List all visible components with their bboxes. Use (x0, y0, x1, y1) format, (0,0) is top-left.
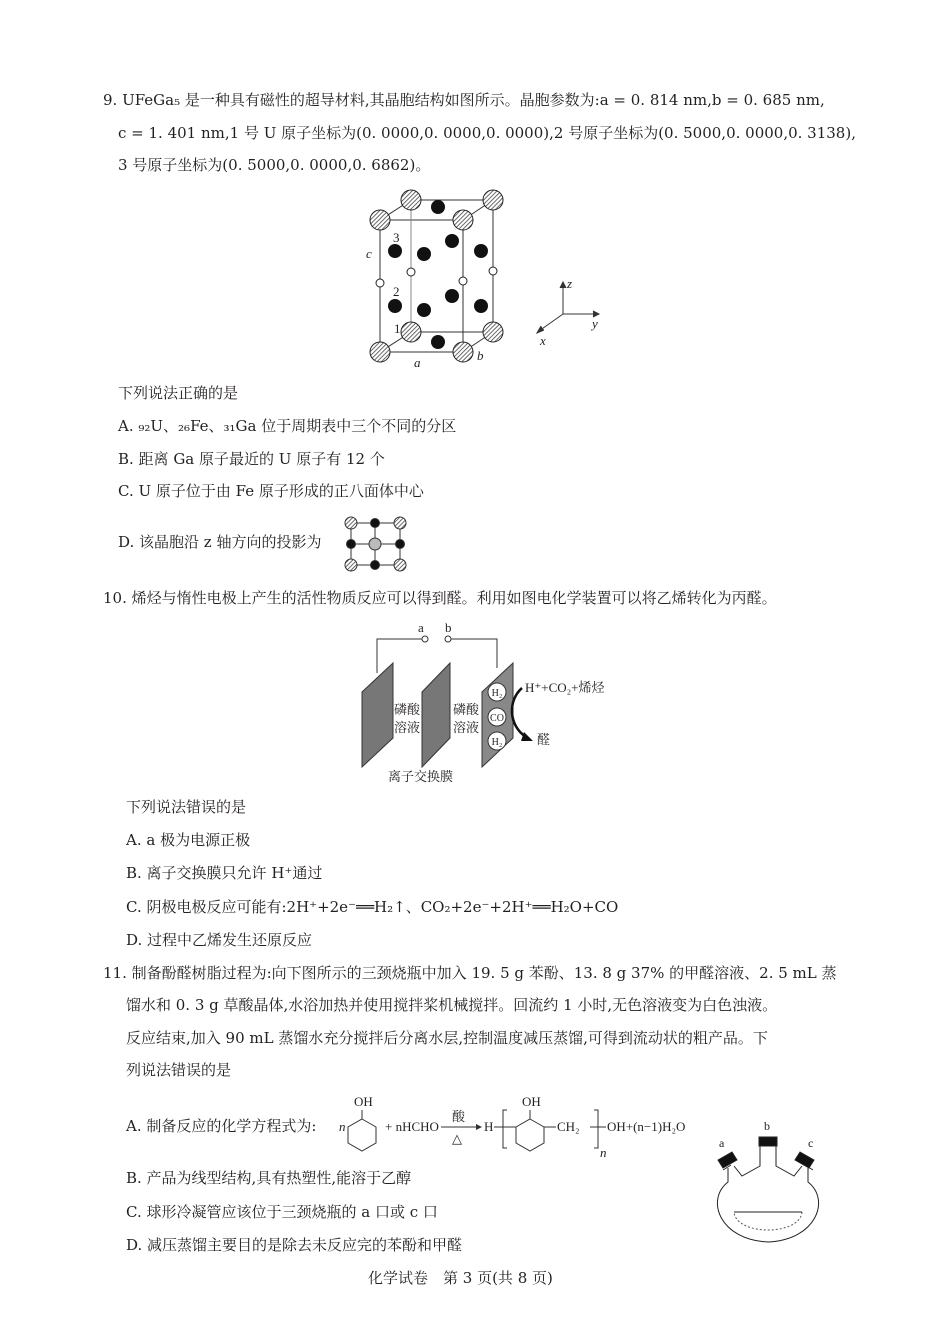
solution-label: 溶液 (453, 720, 480, 735)
ion-exchange-membrane (422, 663, 450, 767)
q10-prompt: 下列说法错误的是 (126, 798, 247, 816)
q9-option-b[interactable]: B. 距离 Ga 原子最近的 U 原子有 12 个 (118, 450, 385, 468)
h2-label: H₂ (491, 737, 503, 748)
label-c: c (366, 246, 372, 261)
label-b: b (445, 620, 452, 635)
benzene-ring (516, 1119, 544, 1151)
oh-label: OH (354, 1094, 373, 1109)
q11-stem-line: 馏水和 0. 3 g 草酸晶体,水浴加热并使用搅拌桨机械搅拌。回流约 1 小时,无色溶液变为白色浊液。 (126, 996, 778, 1014)
label-a: a (418, 620, 424, 635)
q9-option-c[interactable]: C. U 原子位于由 Fe 原子形成的正八面体中心 (118, 482, 424, 500)
q11-stem-line: 反应结束,加入 90 mL 蒸馏水充分搅拌后分离水层,控制温度减压蒸馏,可得到流动状的粗产品。下 (126, 1029, 768, 1047)
label-x: x (540, 333, 546, 348)
terminal-b (445, 636, 451, 642)
q9-stem-line: c = 1. 401 nm,1 号 U 原子坐标为(0. 0000,0. 0000,0. 0000),2 号原子坐标为(0. 5000,0. 0000,0. 3138), (118, 124, 856, 142)
solution-label: 溶液 (394, 720, 421, 735)
q10-option-c[interactable]: C. 阴极电极反应可能有:2H⁺+2e⁻══H₂↑、CO₂+2e⁻+2H⁺══H₂O+CO (126, 898, 619, 916)
oh-label: OH (522, 1094, 541, 1109)
label-b: b (477, 348, 484, 363)
three-neck-flask (717, 1119, 818, 1242)
q9-prompt: 下列说法正确的是 (118, 384, 239, 402)
acid-condition: 酸 (452, 1109, 466, 1124)
q10-option-b[interactable]: B. 离子交换膜只允许 H⁺通过 (126, 864, 323, 882)
label-a: a (414, 355, 421, 370)
q11-stem-line: 11. 制备酚醛树脂过程为:向下图所示的三颈烧瓶中加入 19. 5 g 苯酚、13. 8 g 37% 的甲醛溶液、2. 5 mL 蒸 (103, 964, 837, 982)
n-subscript: n (600, 1145, 607, 1160)
q11-option-d[interactable]: D. 减压蒸馏主要目的是除去未反应完的苯酚和甲醛 (126, 1236, 463, 1254)
q9-option-a[interactable]: A. ₉₂U、₂₆Fe、₃₁Ga 位于周期表中三个不同的分区 (118, 417, 457, 435)
electrolysis-diagram (362, 620, 606, 784)
q11-option-c[interactable]: C. 球形冷凝管应该位于三颈烧瓶的 a 口或 c 口 (126, 1203, 438, 1221)
q10-stem: 10. 烯烃与惰性电极上产生的活性物质反应可以得到醛。利用如图电化学装置可以将乙烯转化为丙醛。 (103, 589, 777, 607)
h-label: H (484, 1119, 494, 1134)
equation-tail: OH+(n−1)H₂O (607, 1119, 686, 1134)
h2-label: H₂ (491, 688, 503, 699)
heat-condition: △ (452, 1131, 462, 1146)
label-atom2: 2 (393, 284, 400, 299)
flow-arrow (512, 688, 526, 737)
q10-option-d[interactable]: D. 过程中乙烯发生还原反应 (126, 931, 313, 949)
co-label: CO (490, 713, 504, 724)
q11-option-a[interactable]: A. 制备反应的化学方程式为: (126, 1117, 317, 1135)
reaction-equation (339, 1094, 685, 1160)
neck-c-label: c (808, 1136, 814, 1150)
reactants-label: H⁺+CO₂+烯烃 (525, 680, 605, 695)
unit-cell-diagram (370, 190, 599, 362)
hcho-label: + nHCHO (385, 1119, 439, 1134)
product-label: 醛 (537, 732, 551, 747)
ch2-label: CH₂ (557, 1119, 580, 1134)
label-atom1: 1 (394, 321, 401, 336)
q9-stem-line: 3 号原子坐标为(0. 5000,0. 0000,0. 6862)。 (118, 156, 431, 174)
q10-option-a[interactable]: A. a 极为电源正极 (126, 831, 251, 849)
neck-b-label: b (764, 1119, 770, 1133)
page-footer: 化学试卷 第 3 页(共 8 页) (368, 1269, 553, 1287)
solution-label: 磷酸 (453, 702, 480, 717)
coef-n: n (339, 1119, 346, 1134)
solution-label: 磷酸 (394, 702, 421, 717)
benzene-ring (348, 1119, 376, 1151)
q9-option-d[interactable]: D. 该晶胞沿 z 轴方向的投影为 (118, 533, 322, 551)
q11-stem-line: 列说法错误的是 (126, 1061, 232, 1079)
q11-option-b[interactable]: B. 产品为线型结构,具有热塑性,能溶于乙醇 (126, 1169, 412, 1187)
projection-diagram (345, 517, 406, 571)
label-atom3: 3 (393, 230, 400, 245)
neck-a-label: a (719, 1136, 725, 1150)
label-z: z (567, 276, 573, 291)
terminal-a (422, 636, 428, 642)
left-electrode (362, 663, 393, 767)
membrane-label: 离子交换膜 (388, 769, 454, 784)
label-y: y (592, 316, 598, 331)
q9-stem-line: 9. UFeGa₅ 是一种具有磁性的超导材料,其晶胞结构如图所示。晶胞参数为:a = 0. 814 nm,b = 0. 685 nm, (103, 91, 825, 109)
